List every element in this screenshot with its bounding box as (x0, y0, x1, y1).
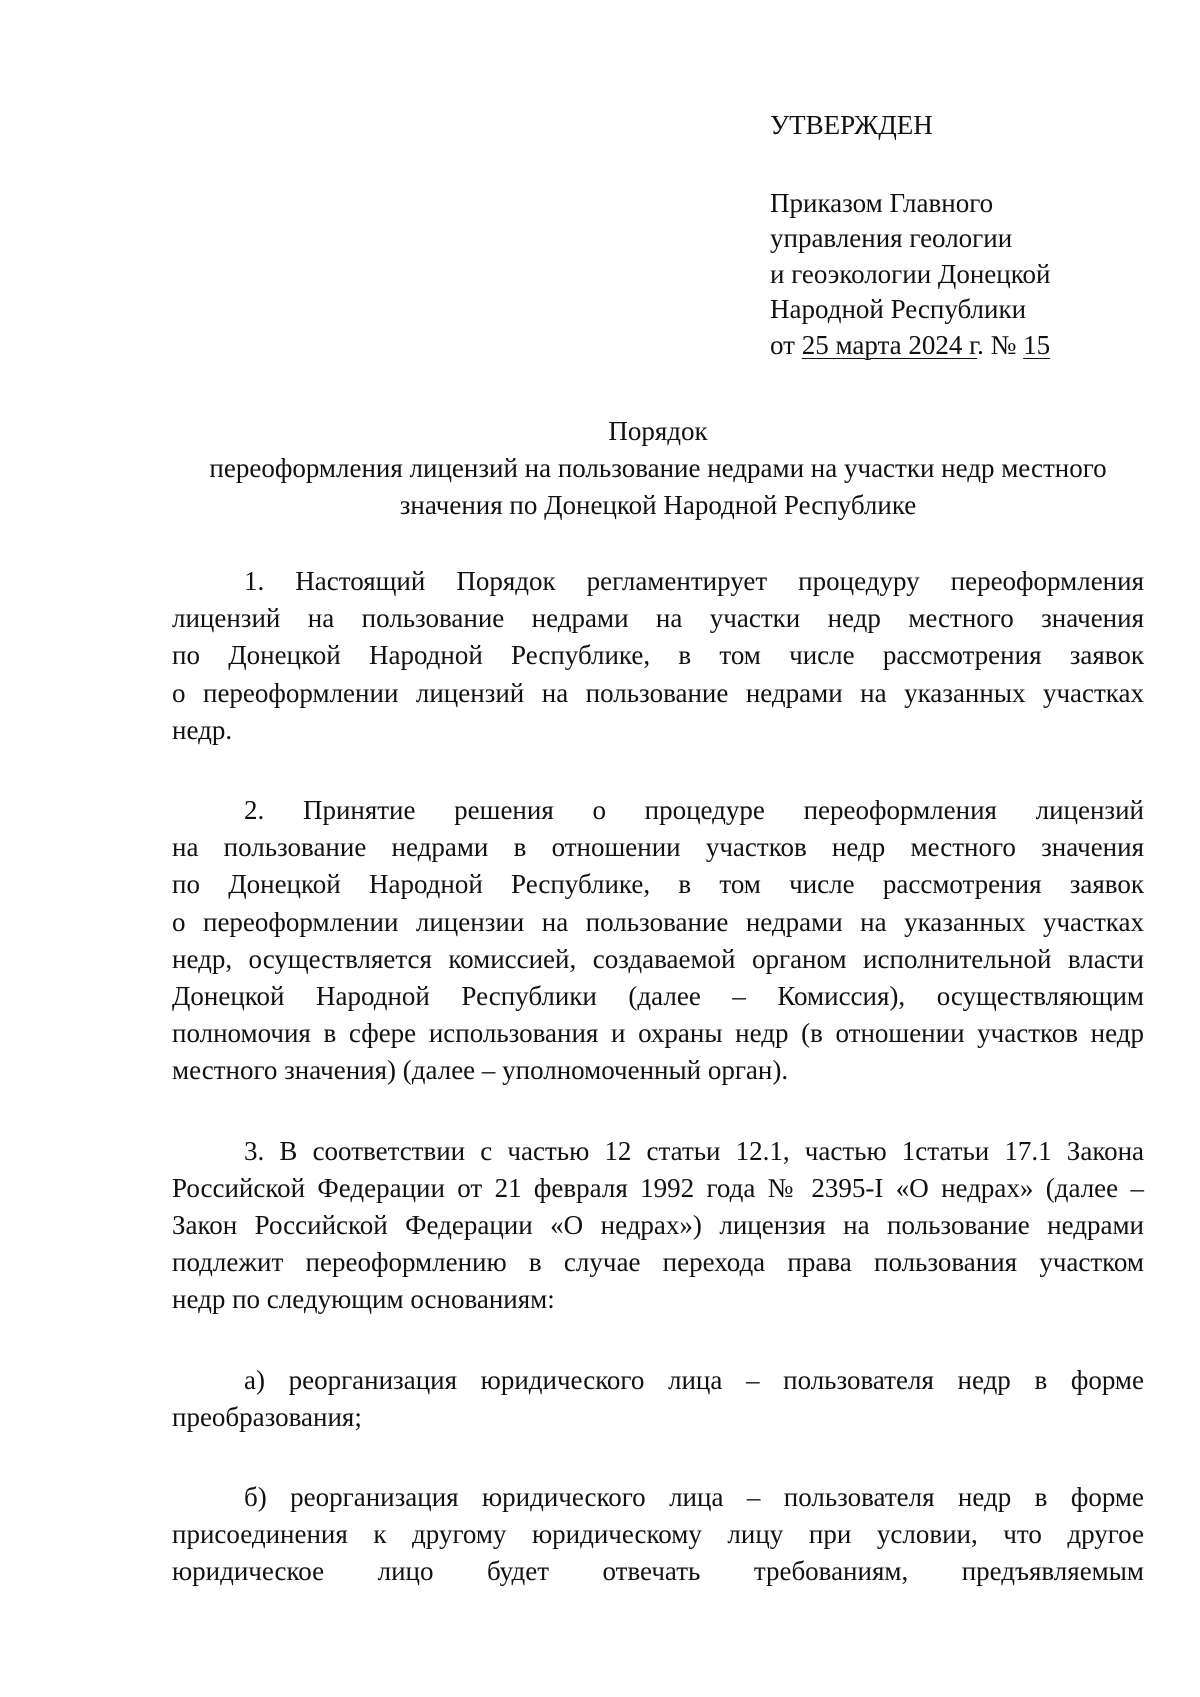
text-line: 1. Настоящий Порядок регламентирует процедуру переоформления (244, 566, 1144, 596)
text-line: 3. В соответствии с частью 12 статьи 12.1, частью 1статьи 17.1 Закона (244, 1135, 1144, 1166)
text-line: преобразования; (172, 1401, 362, 1432)
approval-line: и геоэкологии Донецкой (770, 258, 1051, 289)
text-line: недр по следующим основаниям: (172, 1284, 555, 1315)
date-prefix: от (770, 329, 802, 360)
subparagraph-b (172, 1479, 1144, 1591)
paragraph-3 (172, 1133, 1144, 1319)
approval-line: Приказом Главного (770, 187, 994, 218)
title-heading: Порядок (608, 416, 708, 446)
text-line: Закон Российской Федерации «О недрах») лицензия на пользование недрами (172, 1210, 1144, 1241)
text-line: 2. Принятие решения о процедуре переоформления лицензий (244, 795, 1144, 826)
text-line: подлежит переоформлению в случае перехода права пользования участком (172, 1247, 1144, 1278)
text-line: полномочия в сфере использования и охраны недр (в отношении участков недр (172, 1018, 1144, 1049)
approval-heading: УТВЕРЖДЕН (770, 110, 933, 140)
paragraph-2 (172, 792, 1144, 1090)
text-line: а) реорганизация юридического лица – пользователя недр в форме (244, 1364, 1144, 1395)
document-title (172, 413, 1144, 524)
approval-line: управления геологии (770, 223, 1013, 253)
text-line: на пользование недрами в отношении участков недр местного значения (172, 832, 1144, 863)
text-line: б) реорганизация юридического лица – пользователя недр в форме (244, 1482, 1144, 1513)
text-line: Донецкой Народной Республики (далее – Комиссия), осуществляющим (172, 981, 1144, 1012)
document-body (172, 563, 1144, 1591)
text-line: недр. (172, 714, 233, 745)
approval-date-line (770, 328, 1090, 364)
text-line: Российской Федерации от 21 февраля 1992 года № 2395-I «О недрах» (далее – (172, 1172, 1144, 1203)
text-line: присоединения к другому юридическому лицу при условии, что другое (172, 1519, 1144, 1550)
paragraph-1 (172, 563, 1144, 749)
title-line: переоформления лицензий на пользование недрами на участки недр местного (209, 453, 1107, 483)
text-line: недр, осуществляется комиссией, создаваемой органом исполнительной власти (172, 943, 1144, 974)
approval-number: 15 (1023, 329, 1051, 360)
approval-block (770, 108, 1090, 363)
text-line: о переоформлении лицензий на пользование недрами на указанных участках (172, 677, 1144, 708)
text-line: по Донецкой Народной Республике, в том числе рассмотрения заявок (172, 869, 1144, 900)
text-line: по Донецкой Народной Республике, в том числе рассмотрения заявок (172, 640, 1144, 671)
text-line: лицензий на пользование недрами на участки недр местного значения (172, 603, 1144, 634)
number-prefix: . № (977, 329, 1024, 360)
approval-line: Народной Республики (770, 294, 1027, 324)
text-line: юридическое лицо будет отвечать требованиям, предъявляемым (172, 1556, 1144, 1587)
text-line: о переоформлении лицензии на пользование недрами на указанных участках (172, 906, 1144, 937)
subparagraph-a (172, 1362, 1144, 1436)
text-line: местного значения) (далее – уполномоченный орган). (172, 1055, 789, 1086)
title-line: значения по Донецкой Народной Республике (399, 490, 917, 520)
approval-date: 25 марта 2024 г (801, 329, 978, 360)
